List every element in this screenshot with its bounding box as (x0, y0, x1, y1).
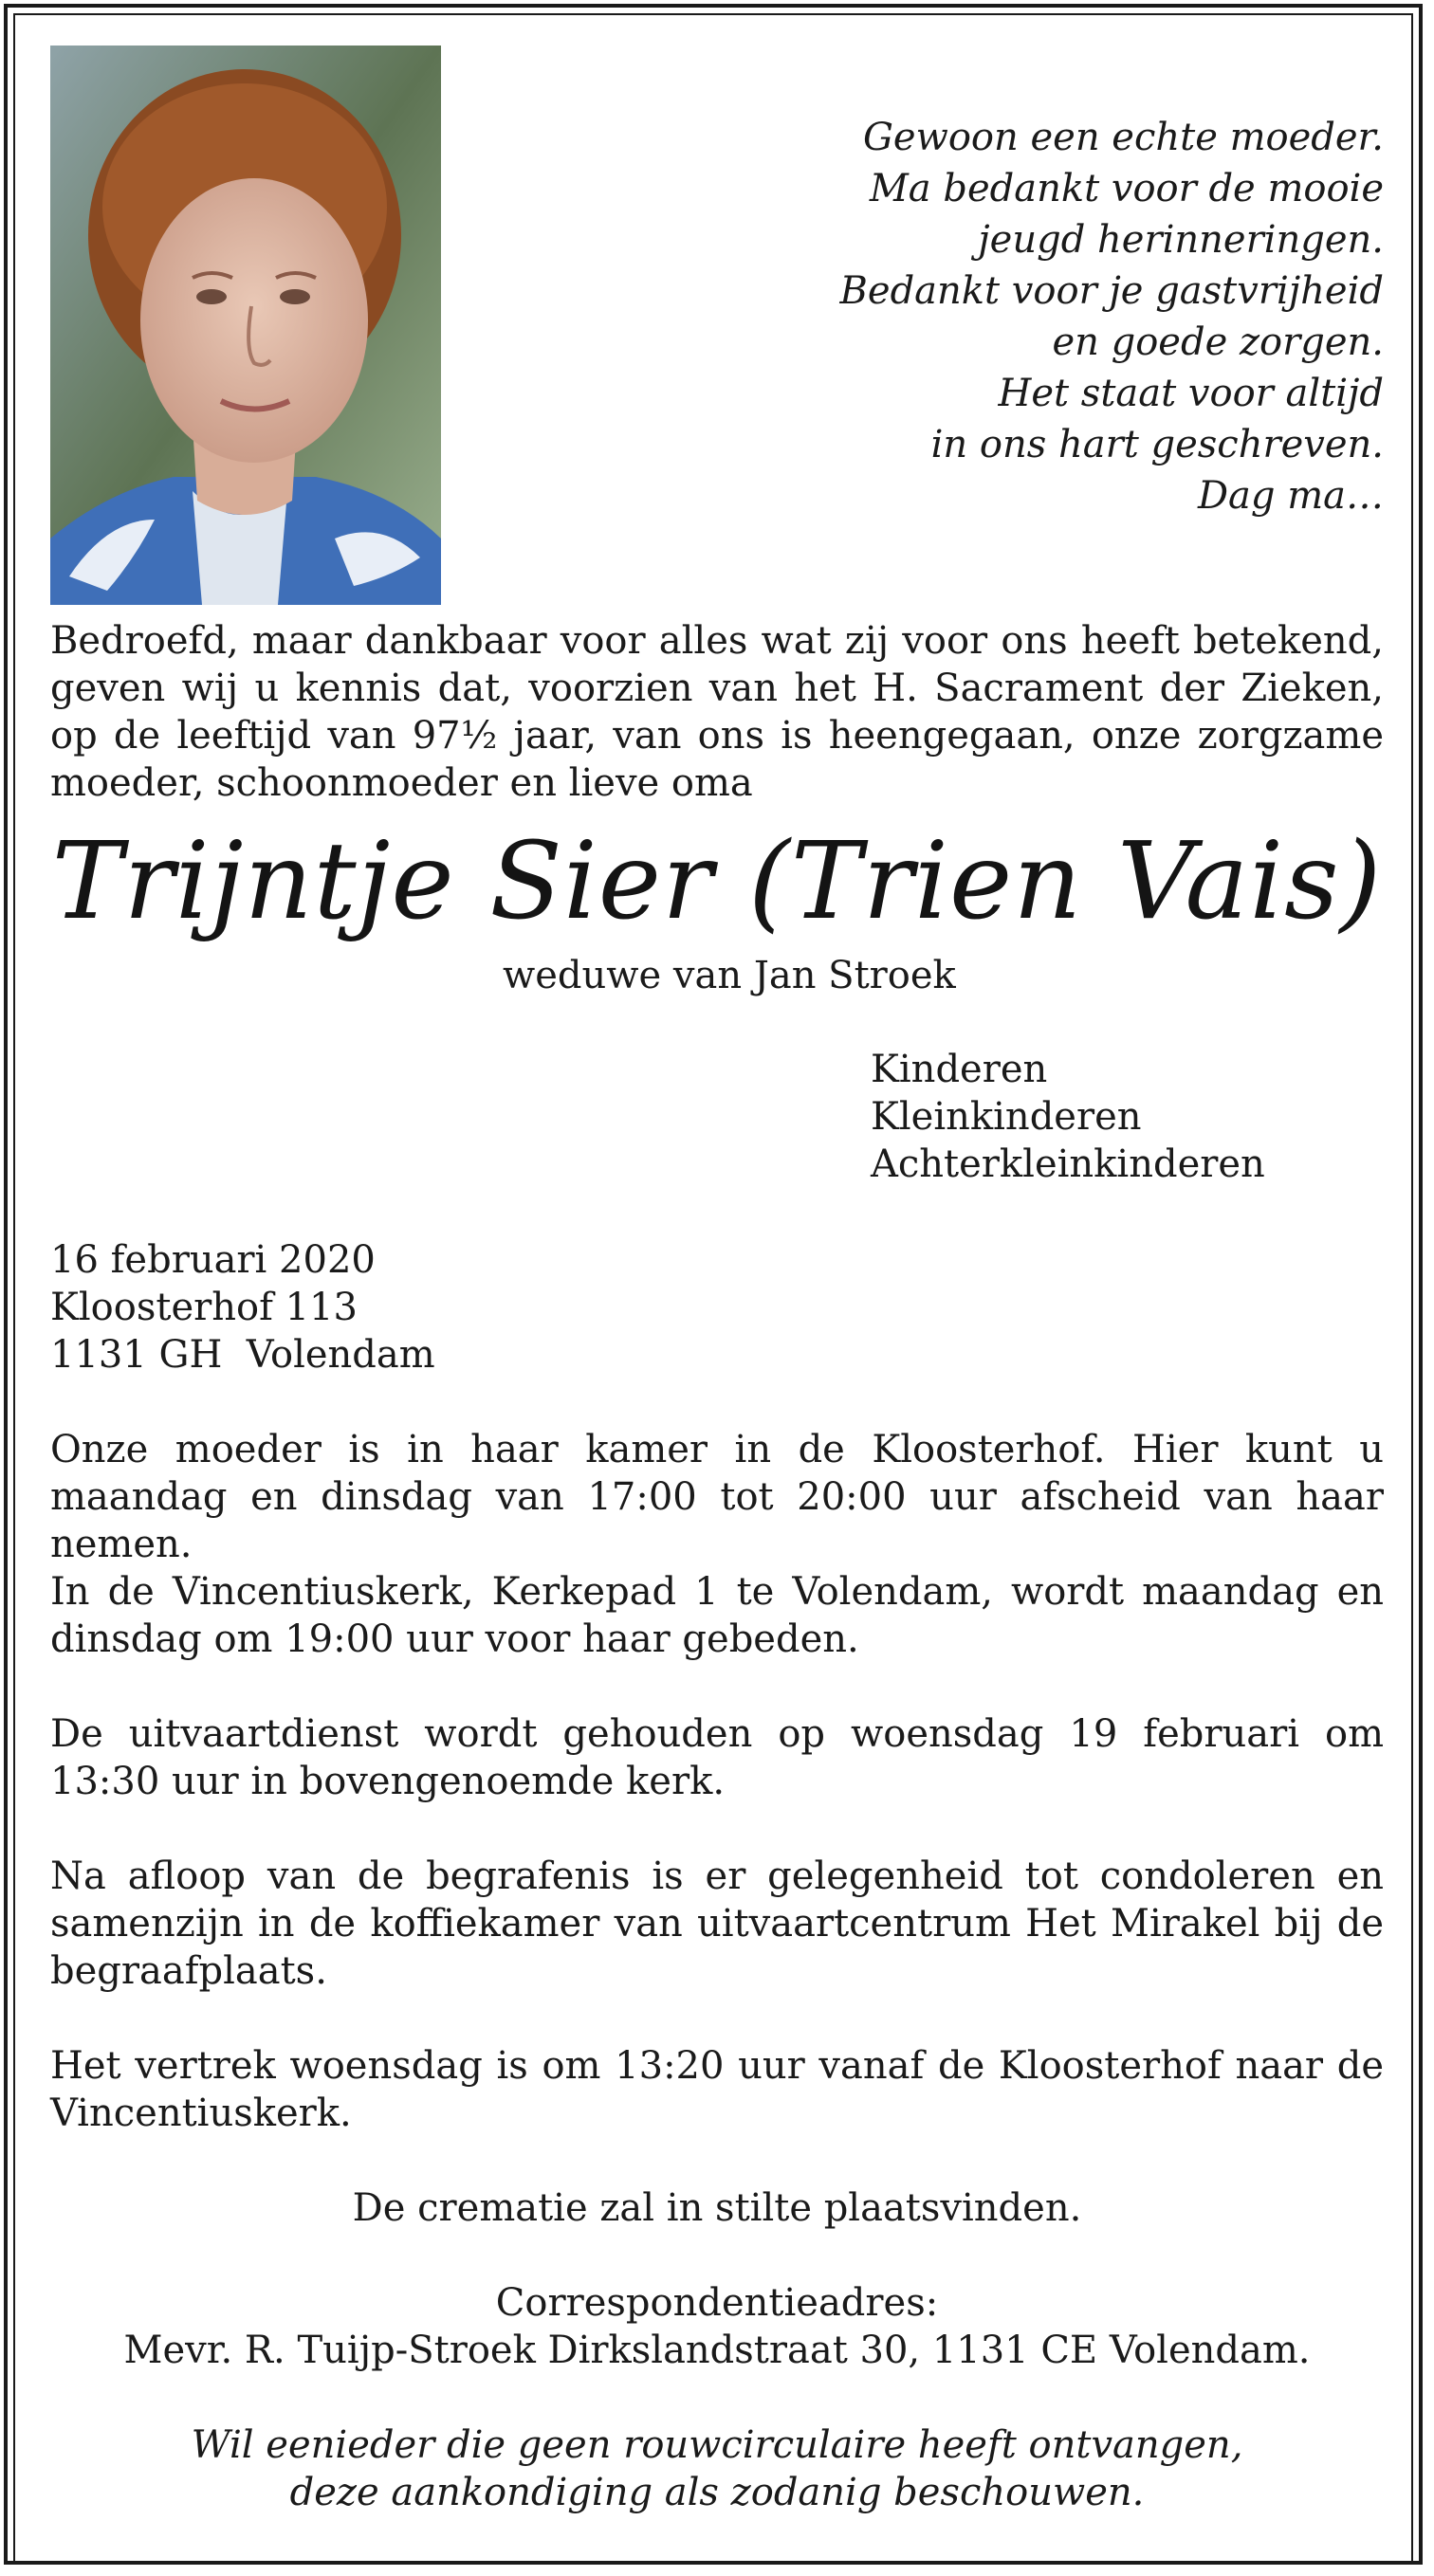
relative-item: Achterkleinkinderen (871, 1142, 1265, 1186)
poem-line: en goede zorgen. (1052, 320, 1384, 364)
home-address (50, 1236, 435, 1379)
paragraph-prayer: In de Vincentiuskerk, Kerkepad 1 te Volendam, wordt maandag en dinsdag om 19:00 uur voor haar gebeden. (50, 1570, 1384, 1661)
poem-line: in ons hart geschreven. (930, 423, 1384, 466)
paragraph-condolence: Na afloop van de begrafenis is er gelegenheid tot condoleren en samenzijn in de koffiekamer van uitvaartcentrum Het Mirakel bij de begraafplaats. (50, 1854, 1384, 1993)
relative-item: Kinderen (871, 1048, 1048, 1091)
relatives-list (871, 1046, 1265, 1188)
intro-text: Bedroefd, maar dankbaar voor alles wat zij voor ons heeft betekend, geven wij u kennis dat, voorzien van het H. Sacrament der Zieken, op de leeftijd van 97½ jaar, van ons is heengegaan, onze zorgzame moeder, schoonmoeder en lieve oma (50, 619, 1384, 805)
correspondence-label: Correspondentieadres: (495, 2281, 939, 2325)
portrait-photo (50, 46, 441, 605)
closing-line-2: deze aankondiging als zodanig beschouwen. (289, 2471, 1145, 2514)
correspondence-address: Mevr. R. Tuijp-Stroek Dirkslandstraat 30, 1131 CE Volendam. (123, 2329, 1311, 2372)
poem-line: Het staat voor altijd (998, 372, 1384, 415)
poem (625, 112, 1384, 521)
poem-line: Dag ma… (1197, 474, 1384, 518)
paragraph-service: De uitvaartdienst wordt gehouden op woensdag 19 februari om 13:30 uur in bovengenoemde kerk. (50, 1712, 1384, 1803)
cremation-note: De crematie zal in stilte plaatsvinden. (352, 2186, 1082, 2230)
closing-line-1: Wil eenieder die geen rouwcirculaire heeft ontvangen, (191, 2423, 1243, 2467)
relative-item: Kleinkinderen (871, 1095, 1142, 1139)
paragraph-viewing: Onze moeder is in haar kamer in de Kloosterhof. Hier kunt u maandag en dinsdag van 17:00 tot 20:00 uur afscheid van haar nemen. (50, 1428, 1384, 1566)
address-street: Kloosterhof 113 (50, 1286, 358, 1329)
portrait-image (50, 46, 441, 605)
paragraph-departure: Het vertrek woensdag is om 13:20 uur vanaf de Kloosterhof naar de Vincentiuskerk. (50, 2044, 1384, 2135)
poem-line: Bedankt voor je gastvrijheid (839, 269, 1384, 313)
poem-line: Ma bedankt voor de mooie (869, 167, 1384, 210)
deceased-name: Trijntje Sier (Trien Vais) (51, 820, 1383, 943)
poem-line: Gewoon een echte moeder. (862, 116, 1384, 159)
notice-date: 16 februari 2020 (50, 1238, 376, 1282)
poem-line: jeugd herinneringen. (978, 218, 1384, 262)
widow-subtitle: weduwe van Jan Stroek (503, 954, 956, 997)
address-city: 1131 GH Volendam (50, 1333, 435, 1377)
